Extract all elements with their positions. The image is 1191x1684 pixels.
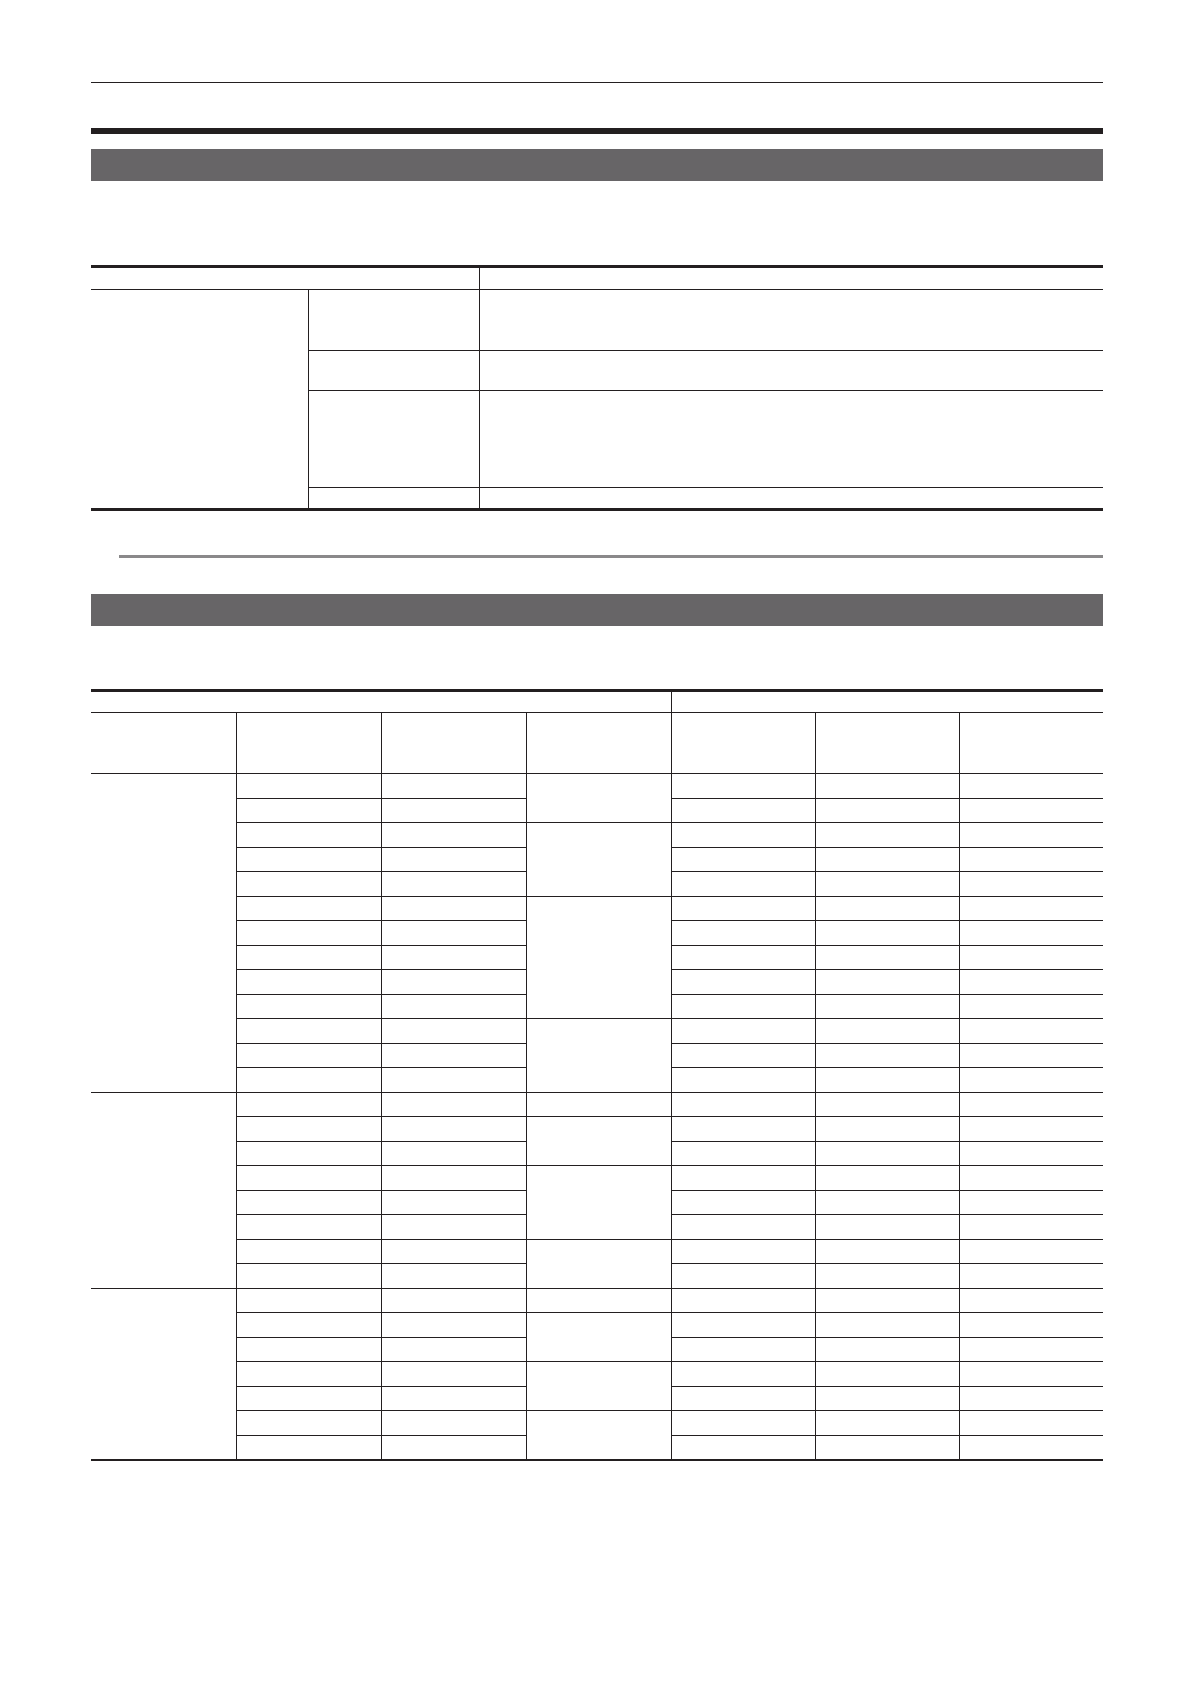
table-cell [381,921,526,946]
table-cell [671,994,815,1019]
table-cell [236,1166,381,1191]
table-cell [959,1215,1103,1240]
merged-cell [526,1411,671,1460]
table-cell [959,1435,1103,1460]
table-cell [671,774,815,799]
table-cell [236,1190,381,1215]
table-cell [959,798,1103,823]
table-cell [959,847,1103,872]
table-cell [815,1239,959,1264]
table-row [91,290,1103,351]
table-row [91,823,1103,848]
column-header-cell [381,713,526,774]
column-header-cell [91,713,236,774]
table-cell [959,1362,1103,1387]
table-row [91,1239,1103,1264]
table-cell [381,1435,526,1460]
table-cell [236,896,381,921]
table-cell [381,1190,526,1215]
table-cell [671,1068,815,1093]
table-cell [815,823,959,848]
table-cell [671,921,815,946]
table-cell [671,1166,815,1191]
table-cell [671,872,815,897]
chapter-title [91,100,1103,124]
column-header-cell [236,713,381,774]
table-cell [815,945,959,970]
subsection-rule [119,555,1103,558]
table-cell [815,1215,959,1240]
table-cell [236,1288,381,1313]
table-cell [381,774,526,799]
running-header [91,56,1103,76]
table-cell [381,823,526,848]
table-cell [815,774,959,799]
table-header-row [91,713,1103,774]
table-cell [381,1092,526,1117]
table-cell [381,994,526,1019]
table-cell [236,1141,381,1166]
table-cell [236,970,381,995]
table-row [91,1313,1103,1338]
table-cell [815,970,959,995]
table-cell [381,1337,526,1362]
item-cell [308,290,479,351]
table-cell [671,823,815,848]
table-cell [236,921,381,946]
group-label-cell [91,1288,236,1460]
table-cell [815,896,959,921]
table-cell [959,823,1103,848]
table-cell [671,945,815,970]
merged-cell [526,774,671,823]
table-cell [959,1141,1103,1166]
column-header-cell [671,713,815,774]
table-cell [671,1313,815,1338]
item-cell [308,391,479,488]
table-cell [959,1117,1103,1142]
format-table [91,689,1103,1461]
table-cell [671,1337,815,1362]
table-cell [236,823,381,848]
table-cell [671,1019,815,1044]
settings-table [91,265,1103,511]
table-cell [381,945,526,970]
table-cell [959,1239,1103,1264]
table-cell [671,1288,815,1313]
table-cell [671,1215,815,1240]
table-cell [236,1435,381,1460]
table-cell [959,1386,1103,1411]
table-cell [236,1068,381,1093]
header-rule [91,82,1103,83]
table-cell [815,1264,959,1289]
merged-cell [526,1019,671,1093]
merged-cell [526,1166,671,1240]
header-cell-item [91,267,479,290]
group-label-cell [91,774,236,1093]
column-header-cell [959,713,1103,774]
table-cell [381,847,526,872]
table-cell [671,1117,815,1142]
table-cell [236,798,381,823]
table-row [91,774,1103,799]
header-group-cell [91,691,671,713]
table-cell [959,994,1103,1019]
table-cell [671,1435,815,1460]
table-cell [815,1092,959,1117]
table-cell [815,1386,959,1411]
table-cell [381,1215,526,1240]
table-cell [381,1362,526,1387]
table-cell [815,1190,959,1215]
merged-cell [526,1092,671,1117]
table-cell [815,1068,959,1093]
table-cell [959,1337,1103,1362]
table-cell [959,1019,1103,1044]
table-cell [815,1141,959,1166]
column-header-cell [815,713,959,774]
table-cell [959,1068,1103,1093]
table-cell [236,1239,381,1264]
table-cell [815,1313,959,1338]
table-cell [671,1092,815,1117]
table-row [91,1362,1103,1387]
table-cell [959,1313,1103,1338]
table-cell [236,1043,381,1068]
table-row [91,1117,1103,1142]
section-title-2 [91,601,101,618]
table-cell [236,1215,381,1240]
table-cell [236,1386,381,1411]
table-cell [815,921,959,946]
table-cell [959,872,1103,897]
table-cell [236,945,381,970]
table-cell [671,1190,815,1215]
table-cell [959,1092,1103,1117]
table-cell [381,1068,526,1093]
description-cell [479,391,1103,488]
table-cell [671,1141,815,1166]
table-cell [671,1264,815,1289]
section-title-1 [91,156,101,173]
description-cell [479,290,1103,351]
table-cell [671,1362,815,1387]
table-cell [381,798,526,823]
table-cell [236,1411,381,1436]
table-cell [236,1092,381,1117]
table-cell [236,774,381,799]
table-cell [236,1362,381,1387]
table-cell [381,970,526,995]
table-cell [671,847,815,872]
merged-cell [526,1313,671,1362]
merged-cell [526,1288,671,1313]
table-cell [959,1043,1103,1068]
table-cell [815,994,959,1019]
table-row [91,1166,1103,1191]
table-cell [959,1166,1103,1191]
table-cell [959,1264,1103,1289]
subsection-title [119,530,1103,552]
merged-cell [526,1239,671,1288]
table-cell [671,970,815,995]
table-cell [815,1117,959,1142]
table-row [91,1411,1103,1436]
chapter-title-rule [91,128,1103,134]
table-cell [381,1411,526,1436]
table-cell [236,847,381,872]
table-cell [236,1313,381,1338]
table-cell [236,1264,381,1289]
merged-cell [526,823,671,897]
merged-cell [526,896,671,1019]
table-cell [815,1337,959,1362]
table-cell [671,1386,815,1411]
column-header-cell [526,713,671,774]
table-cell [381,1019,526,1044]
table-cell [236,994,381,1019]
table-cell [236,1117,381,1142]
table-cell [381,1239,526,1264]
description-cell [479,488,1103,510]
table-cell [381,872,526,897]
section-heading-bar-2 [91,594,1103,626]
table-cell [815,1288,959,1313]
table-cell [959,921,1103,946]
table-cell [671,896,815,921]
table-cell [671,1411,815,1436]
section-heading-bar-1 [91,149,1103,181]
description-cell [479,351,1103,391]
table-cell [815,1166,959,1191]
table-cell [671,798,815,823]
table-cell [815,1362,959,1387]
header-cell-description [479,267,1103,290]
table-cell [381,1166,526,1191]
table-cell [815,847,959,872]
table-cell [959,1190,1103,1215]
table-cell [815,1043,959,1068]
table-cell [381,1313,526,1338]
table-row [91,1019,1103,1044]
table-cell [671,1239,815,1264]
table-cell [236,872,381,897]
table-cell [381,1264,526,1289]
merged-cell [526,1362,671,1411]
table-cell [815,798,959,823]
table-cell [815,1411,959,1436]
table-cell [381,1386,526,1411]
table-cell [815,1435,959,1460]
table-cell [671,1043,815,1068]
table-cell [381,1288,526,1313]
merged-cell [526,1117,671,1166]
table-cell [959,970,1103,995]
table-row [91,896,1103,921]
table-cell [959,945,1103,970]
table-row [91,1288,1103,1313]
table-cell [381,1141,526,1166]
table-cell [236,1019,381,1044]
table-header-row [91,267,1103,290]
table-header-group-row [91,691,1103,713]
table-cell [959,1411,1103,1436]
table-cell [959,896,1103,921]
header-group-cell [671,691,1103,713]
table-cell [381,896,526,921]
table-cell [815,1019,959,1044]
table-row [91,1092,1103,1117]
table-cell [959,1288,1103,1313]
table-cell [381,1117,526,1142]
table-cell [959,774,1103,799]
item-cell [308,488,479,510]
table-cell [381,1043,526,1068]
item-cell [308,351,479,391]
table-cell [236,1337,381,1362]
table-cell [815,872,959,897]
group-label-cell [91,1092,236,1288]
group-label-cell [91,290,308,510]
